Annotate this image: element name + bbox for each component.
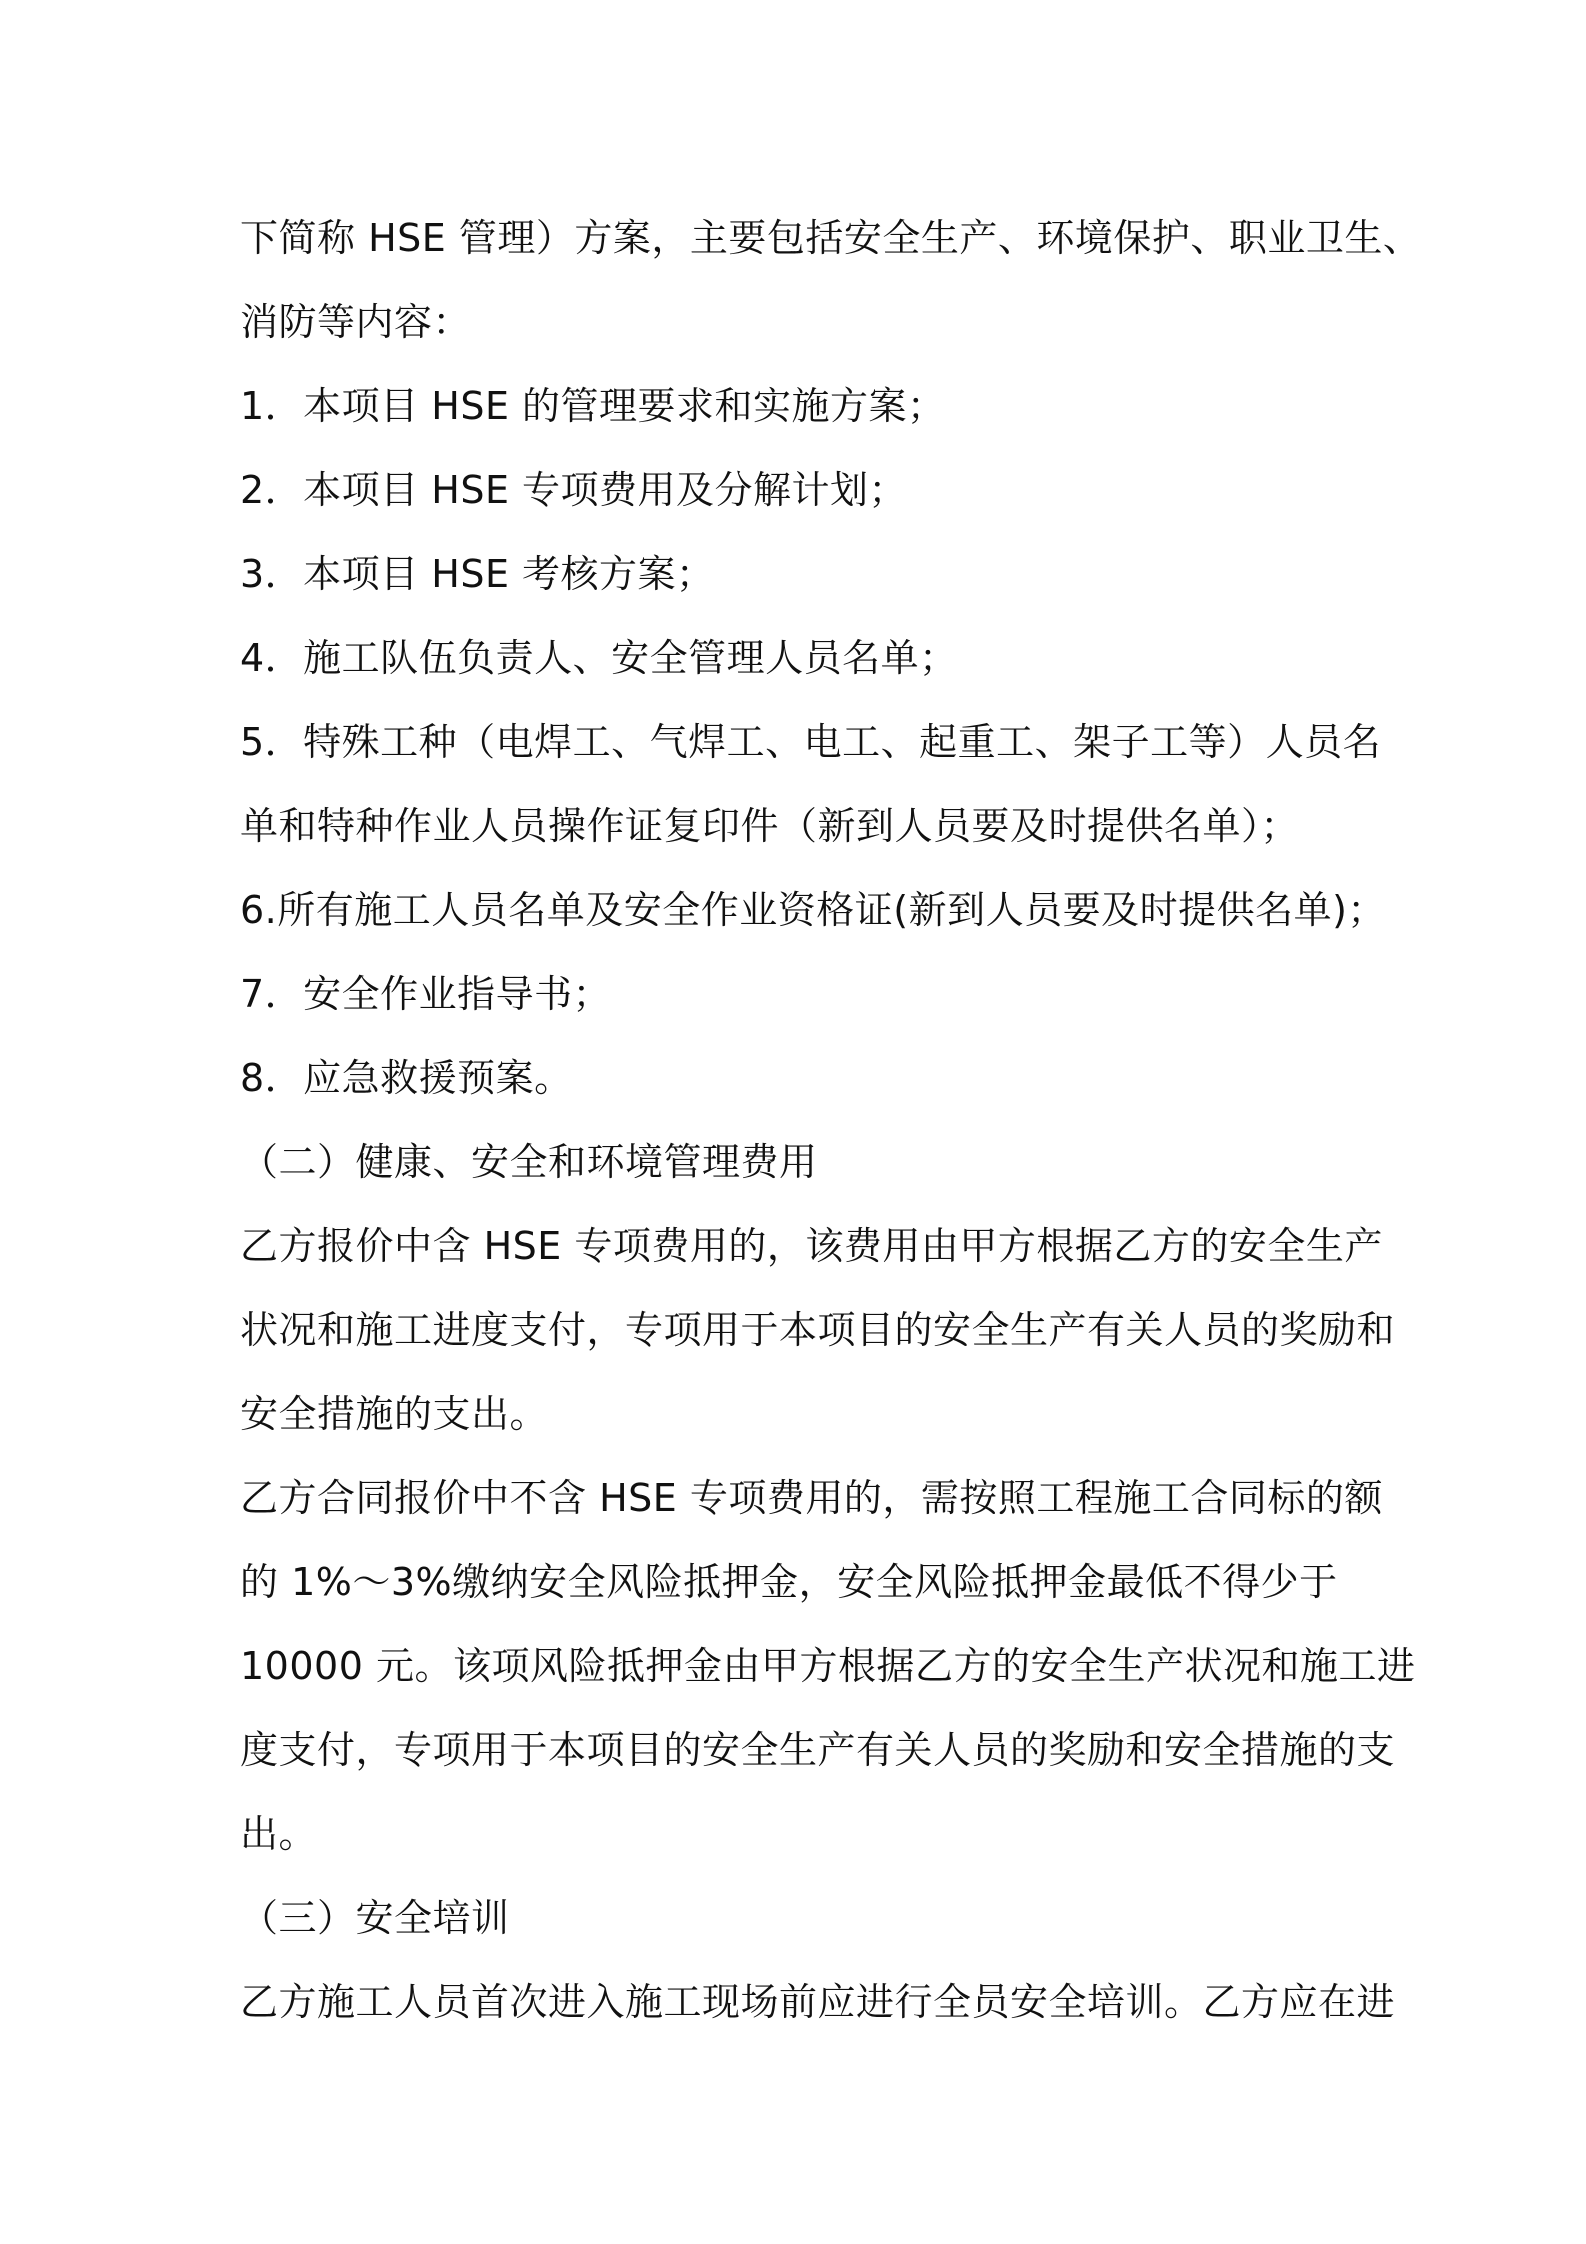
- document-body: [240, 196, 1422, 2044]
- text-line: 度支付，专项用于本项目的安全生产有关人员的奖励和安全措施的支: [240, 1728, 1396, 1772]
- list-item-2: 2．本项目 HSE 专项费用及分解计划；: [240, 468, 908, 512]
- section-heading-2: （二）健康、安全和环境管理费用: [240, 1140, 818, 1184]
- text-line: 出。: [240, 1812, 318, 1856]
- text-line: 乙方合同报价中不含 HSE 专项费用的，需按照工程施工合同标的额: [240, 1476, 1383, 1520]
- text-line: 安全措施的支出。: [240, 1392, 549, 1436]
- list-item-1: 1．本项目 HSE 的管理要求和实施方案；: [240, 384, 946, 428]
- section-heading-3: （三）安全培训: [240, 1896, 510, 1940]
- list-item-5-continued: 单和特种作业人员操作证复印件（新到人员要及时提供名单）；: [240, 804, 1300, 848]
- text-line: 状况和施工进度支付，专项用于本项目的安全生产有关人员的奖励和: [240, 1308, 1396, 1352]
- text-line: 乙方报价中含 HSE 专项费用的，该费用由甲方根据乙方的安全生产: [240, 1224, 1383, 1268]
- text-line: 消防等内容：: [240, 300, 472, 344]
- list-item-7: 7．安全作业指导书；: [240, 972, 612, 1016]
- list-item-5: 5．特殊工种（电焊工、气焊工、电工、起重工、架子工等）人员名: [240, 720, 1382, 764]
- text-line: 下简称 HSE 管理）方案，主要包括安全生产、环境保护、职业卫生、: [240, 216, 1422, 260]
- list-item-4: 4．施工队伍负责人、安全管理人员名单；: [240, 636, 958, 680]
- text-line: 10000 元。该项风险抵押金由甲方根据乙方的安全生产状况和施工进: [240, 1644, 1416, 1688]
- list-item-8: 8．应急救援预案。: [240, 1056, 573, 1100]
- text-line: 乙方施工人员首次进入施工现场前应进行全员安全培训。乙方应在进: [240, 1980, 1396, 2024]
- text-line: 的 1%～3%缴纳安全风险抵押金，安全风险抵押金最低不得少于: [240, 1560, 1338, 1604]
- list-item-3: 3．本项目 HSE 考核方案；: [240, 552, 715, 596]
- list-item-6: 6.所有施工人员名单及安全作业资格证(新到人员要及时提供名单)；: [240, 888, 1386, 932]
